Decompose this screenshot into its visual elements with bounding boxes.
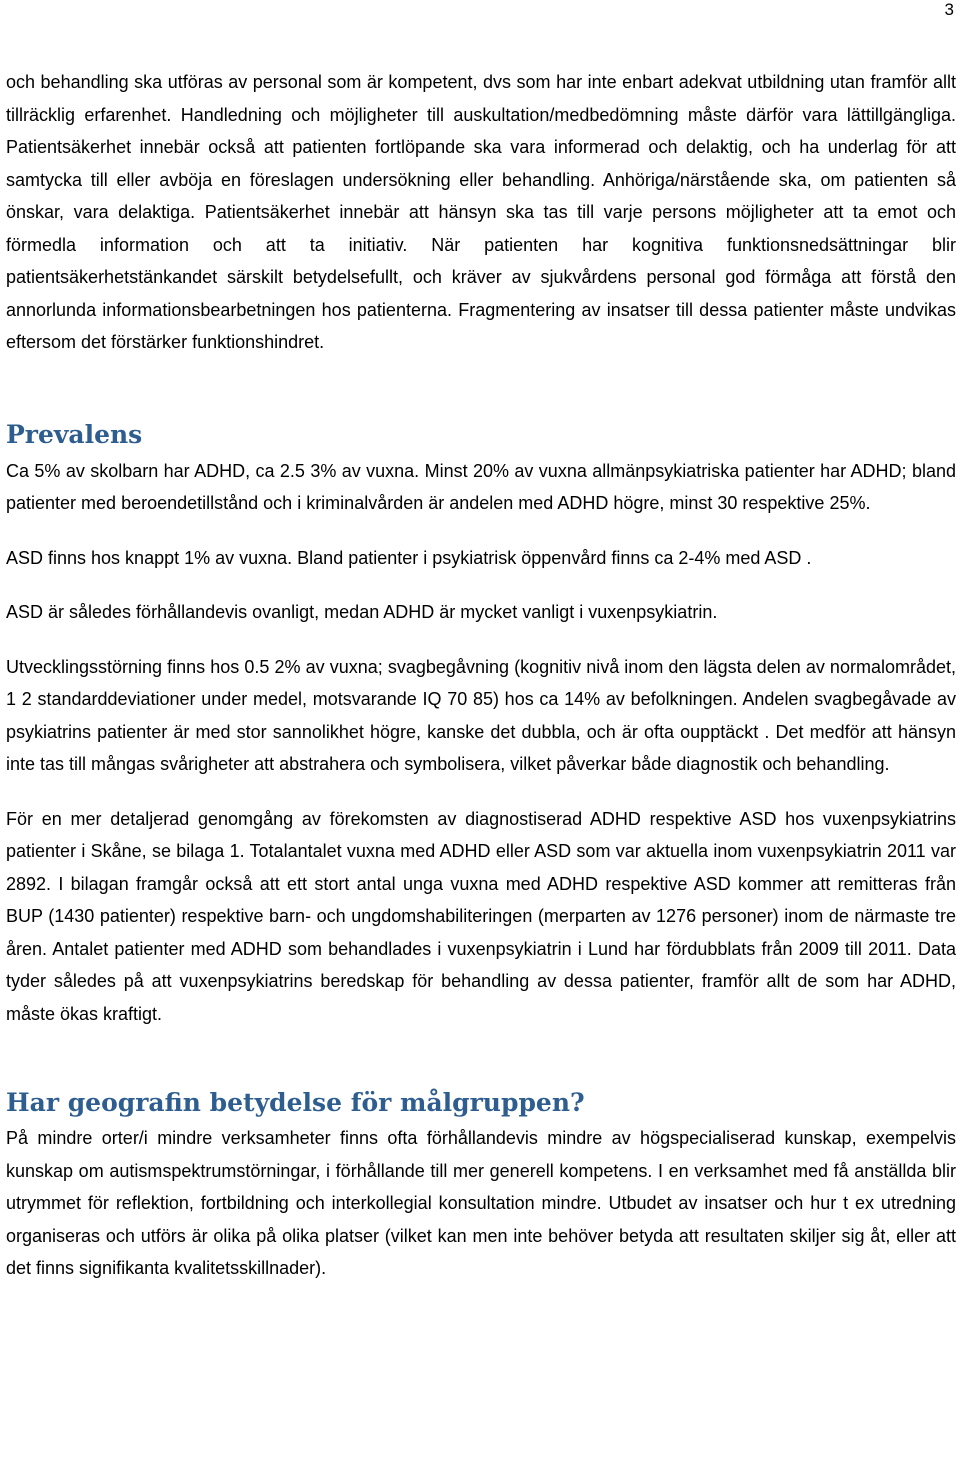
intro-paragraph: och behandling ska utföras av personal som är kompetent, dvs som har inte enbart adekvat utbildning utan framför allt tillräcklig erfarenhet. Handledning och möjligheter till auskultation/medbedömning måste därför vara lättillgängliga. Patientsäkerhet innebär också att patienten fortlöpande ska vara informerad och delaktig, och ha underlag för att samtycka till eller avböja en föreslagen undersökning eller behandling. Anhöriga/närstående ska, om patienten så önskar, vara delaktiga. Patientsäkerhet innebär att hänsyn ska tas till varje persons möjligheter att ta emot och förmedla information och att ta initiativ. När patienten har kognitiva funktionsnedsättningar blir patientsäkerhetstänkandet särskilt betydelsefullt, och kräver av sjukvårdens personal god förmåga att förstå den annorlunda informationsbearbetningen hos patienterna. Fragmentering av insatser till dessa patienter måste undvikas eftersom det förstärker funktionshindret. — [6, 72, 956, 352]
prevalens-paragraph-5: För en mer detaljerad genomgång av förekomsten av diagnostiserad ADHD respektive ASD hos vuxenpsykiatrins patienter i Skåne, se bilaga 1. Totalantalet vuxna med ADHD eller ASD som var aktuella inom vuxenpsykiatrin 2011 var 2892. I bilagan framgår också att ett stort antal unga vuxna med ADHD respektive ASD kommer att remitteras från BUP (1430 patienter) respektive barn- och ungdomshabiliteringen (merparten av 1276 personer) inom de närmaste tre åren. Antalet patienter med ADHD som behandlades i vuxenpsykiatrin i Lund har fördubblats från 2009 till 2011. Data tyder således på att vuxenpsykiatrins beredskap för behandling av dessa patienter, framför allt de som har ADHD, måste ökas kraftigt. — [6, 808, 956, 1024]
prevalens-paragraph-3: ASD är således förhållandevis ovanligt, medan ADHD är mycket vanligt i vuxenpsykiatrin. — [6, 602, 718, 622]
prevalens-paragraph-2: ASD finns hos knappt 1% av vuxna. Bland patienter i psykiatrisk öppenvård finns ca 2-4% med ASD . — [6, 547, 812, 568]
prevalens-paragraph-4: Utvecklingsstörning finns hos 0.5 2% av vuxna; svagbegåvning (kognitiv nivå inom den lägsta delen av normalområdet, 1 2 standarddeviationer under medel, motsvarande IQ 70 85) hos ca 14% av befolkningen. Andelen svagbegåvade av psykiatrins patienter är med stor sannolikhet högre, kanske det dubbla, och är ofta oupptäckt . Det medför att hänsyn inte tas till mångas svårigheter att abstrahera och symbolisera, vilket påverkar både diagnostik och behandling. — [6, 656, 956, 774]
section-heading-geografi: Har geografin betydelse för målgruppen? — [6, 1088, 585, 1117]
geografi-paragraph: På mindre orter/i mindre verksamheter finns ofta förhållandevis mindre av högspecialiserad kunskap, exempelvis kunskap om autismspektrumstörningar, i förhållande till mer generell kompetens. I en verksamhet med få anställda blir utrymmet för reflektion, fortbildning och interkollegial konsultation mindre. Utbudet av insatser och hur t ex utredning organiseras och utförs är olika på olika platser (vilket kan men inte behöver betyda att resultaten skiljer sig åt, eller att det finns signifikanta kvalitetsskillnader). — [6, 1128, 956, 1278]
section-heading-prevalens: Prevalens — [6, 419, 143, 449]
page-number: 3 — [944, 0, 954, 19]
document-body — [6, 66, 956, 1285]
prevalens-paragraph-1: Ca 5% av skolbarn har ADHD, ca 2.5 3% av vuxna. Minst 20% av vuxna allmänpsykiatriska patienter har ADHD; bland patienter med beroendetillstånd och i kriminalvården är andelen med ADHD högre, minst 30 respektive 25%. — [6, 460, 956, 513]
